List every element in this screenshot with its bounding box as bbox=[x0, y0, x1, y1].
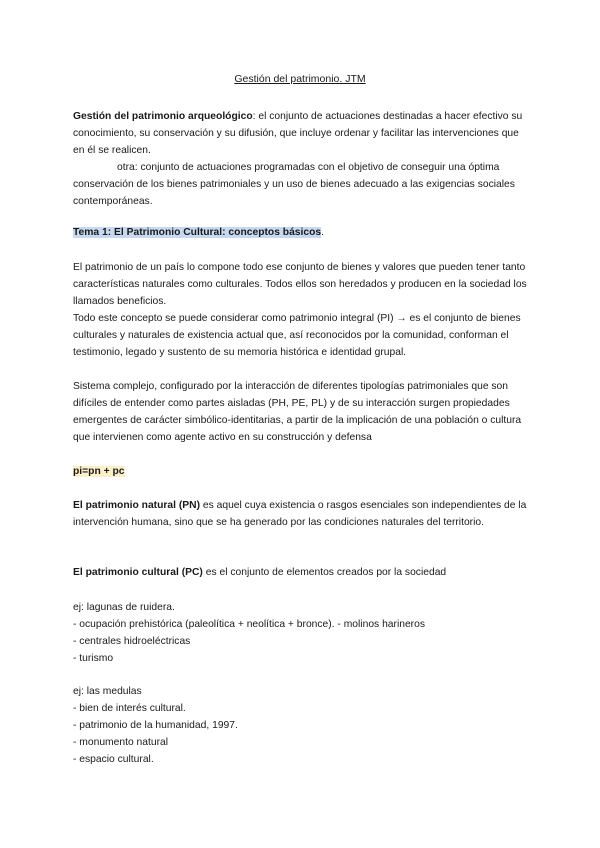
pn-term: El patrimonio natural (PN) bbox=[73, 500, 201, 511]
patrimonio-natural-block bbox=[73, 497, 533, 531]
pc-term: El patrimonio cultural (PC) bbox=[73, 567, 203, 578]
section-heading-block bbox=[73, 224, 533, 241]
example-heading: ej: las medulas bbox=[73, 686, 142, 697]
document-title: Gestión del patrimonio. JTM bbox=[234, 73, 366, 85]
list-item: - turismo bbox=[73, 653, 114, 664]
definition-block bbox=[73, 108, 533, 210]
paragraph-2: Todo este concepto se puede considerar como patrimonio integral (PI) → es el conjunto de bienes culturales y naturales de existencia actual que, así reconocidos por la comunidad, conforman el testimonio, legado y sustento de su memoria histórica e identidad grupal. bbox=[73, 313, 521, 358]
section-heading: Tema 1: El Patrimonio Cultural: conceptos básicos bbox=[73, 227, 322, 238]
list-item: - ocupación prehistórica (paleolítica + neolítica + bronce). - molinos harineros bbox=[73, 619, 425, 630]
list-item: - bien de interés cultural. bbox=[73, 703, 186, 714]
definition-text: : el conjunto de actuaciones destinadas a hacer efectivo su conocimiento, su conservación y su difusión, que incluye ordenar y facilitar las intervenciones que en él se realicen. bbox=[73, 111, 523, 156]
patrimonio-cultural-block bbox=[73, 564, 533, 581]
definition-term: Gestión del patrimonio arqueológico bbox=[73, 111, 253, 122]
pc-text: es el conjunto de elementos creados por la sociedad bbox=[202, 567, 447, 578]
paragraph-1: El patrimonio de un país lo compone todo ese conjunto de bienes y valores que pueden tener tanto características naturales como culturales. Todos ellos son heredados y producen en la sociedad los llamados beneficios. bbox=[73, 262, 527, 307]
list-item: - espacio cultural. bbox=[73, 754, 154, 765]
example-medulas bbox=[73, 683, 533, 768]
paragraph-patrimonio bbox=[73, 259, 533, 361]
section-heading-suffix: . bbox=[321, 227, 325, 238]
paragraph-sistema: Sistema complejo, configurado por la interacción de diferentes tipologías patrimoniales que son difíciles de entender como partes aisladas (PH, PE, PL) y de su interacción surgen propiedades emergentes de carácter simbólico-identitarias, a partir de la implicación de una población o cultura que intervienen como agente activo en su construcción y defensa bbox=[73, 381, 522, 443]
list-item: - centrales hidroeléctricas bbox=[73, 636, 191, 647]
formula-block bbox=[73, 463, 533, 480]
list-item: - monumento natural bbox=[73, 737, 169, 748]
list-item: - patrimonio de la humanidad, 1997. bbox=[73, 720, 238, 731]
definition-other: otra: conjunto de actuaciones programadas con el objetivo de conseguir una óptima conservación de los bienes patrimoniales y un uso de bienes adecuado a las exigencias sociales contemporáneas. bbox=[73, 162, 515, 207]
formula: pi=pn + pc bbox=[73, 466, 125, 477]
example-ruidera bbox=[73, 599, 533, 667]
pn-text: es aquel cuya existencia o rasgos esenciales son independientes de la intervención humana, sino que se ha generado por las condiciones naturales del territorio. bbox=[73, 500, 527, 528]
example-heading: ej: lagunas de ruidera. bbox=[73, 602, 175, 613]
